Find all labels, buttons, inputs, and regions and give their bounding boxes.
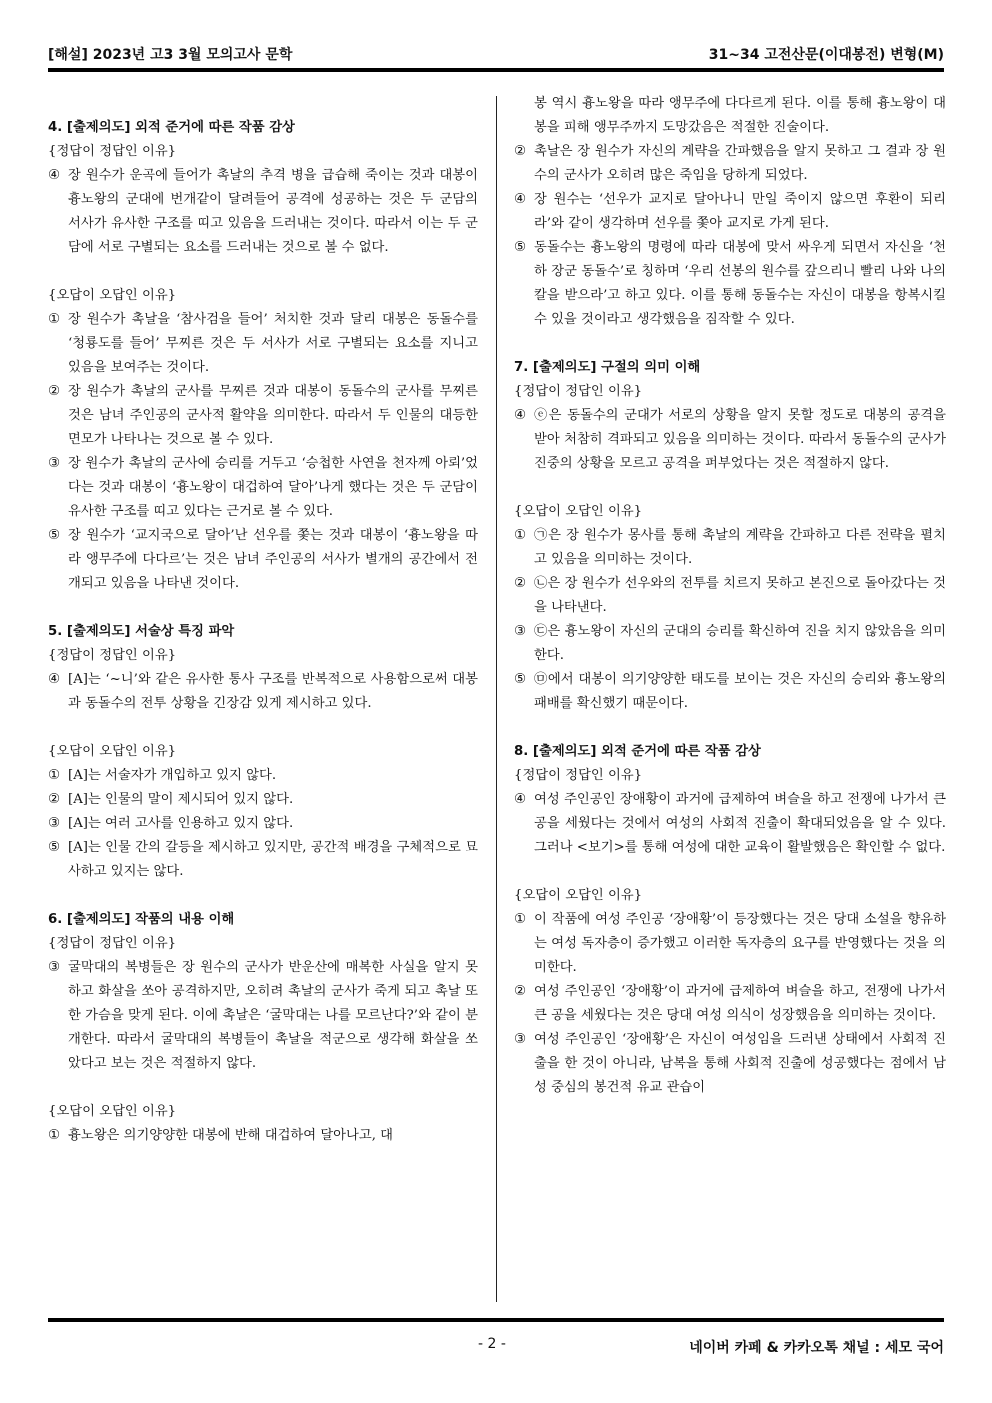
answer-item <box>48 164 478 260</box>
answer-item <box>514 788 946 860</box>
answer-item <box>514 1028 946 1100</box>
item-number <box>514 92 534 140</box>
item-text: 여성 주인공인 ‘장애황’이 과거에 급제하여 벼슬을 하고, 전쟁에 나가서 큰 공을 세웠다는 것은 당대 여성 의식이 성장했음을 의미하는 것이다. <box>534 984 946 1023</box>
page-number: - 2 - <box>478 1336 506 1352</box>
item-number: ③ <box>48 816 60 831</box>
item-text: 촉날은 장 원수가 자신의 계략을 간파했음을 알지 못하고 그 결과 장 원수의 군사가 오히려 많은 죽임을 당하게 되었다. <box>534 144 946 183</box>
item-number: ⑤ <box>48 840 60 855</box>
section-6-continued-list <box>514 92 946 332</box>
answer-item <box>514 908 946 980</box>
item-text: [A]는 서술자가 개입하고 있지 않다. <box>68 768 277 783</box>
item-number: ④ <box>48 672 60 687</box>
footer-channel: 네이버 카페 & 카카오톡 채널 : 세모 국어 <box>689 1340 944 1356</box>
section-7-title: 7. [출제의도] 구절의 의미 이해 <box>514 360 701 375</box>
section-6-wrong-label: {오답이 오답인 이유} <box>48 1104 177 1119</box>
section-8-correct-label: {정답이 정답인 이유} <box>514 768 643 783</box>
item-text: 장 원수가 촉날을 ‘참사검을 들어’ 처치한 것과 달리 대봉은 동돌수를 ‘청룡도를 들어’ 무찌른 것은 두 서사가 서로 구별되는 요소를 지니고 있음을 보여주는 것이다. <box>68 312 478 375</box>
section-5-wrong-label: {오답이 오답인 이유} <box>48 744 177 759</box>
section-4-correct-list <box>48 164 478 260</box>
section-5-correct-list <box>48 668 478 716</box>
section-6-correct-list <box>48 956 478 1076</box>
item-text: 봉 역시 흉노왕을 따라 앵무주에 다다르게 된다. 이를 통해 흉노왕이 대봉을 피해 앵무주까지 도망갔음은 적절한 진술이다. <box>534 96 946 135</box>
section-7-wrong-label: {오답이 오답인 이유} <box>514 504 643 519</box>
answer-item <box>514 524 946 572</box>
answer-item <box>514 668 946 716</box>
column-divider <box>496 96 497 1302</box>
item-text: 여성 주인공인 ‘장애황’은 자신이 여성임을 드러낸 상태에서 사회적 진출을 한 것이 아니라, 남복을 통해 사회적 진출에 성공했다는 점에서 남성 중심의 봉건적 유교 관습이 <box>534 1032 946 1095</box>
section-4-title: 4. [출제의도] 외적 준거에 따른 작품 감상 <box>48 120 295 135</box>
item-number: ④ <box>514 792 526 807</box>
item-text: 장 원수가 운곡에 들어가 촉날의 추격 병을 급습해 죽이는 것과 대봉이 흉노왕의 군대에 번개같이 달려들어 공격에 성공하는 것은 두 군담의 서사가 유사한 구조를 띠고 있음을 드러내는 것이다. 따라서 이는 두 군담에 서로 구별되는 요소를 드러내는 것으로 볼 수 없다. <box>68 168 478 255</box>
item-number: ① <box>48 1128 60 1143</box>
item-number: ⑤ <box>514 240 526 255</box>
item-text: [A]는 인물 간의 갈등을 제시하고 있지만, 공간적 배경을 구체적으로 묘사하고 있지는 않다. <box>68 840 478 879</box>
section-5-title: 5. [출제의도] 서술상 특징 파악 <box>48 624 235 639</box>
item-text: 장 원수가 ‘교지국으로 달아’난 선우를 쫓는 것과 대봉이 ‘흉노왕을 따라 앵무주에 다다르’는 것은 남녀 주인공의 서사가 별개의 공간에서 전개되고 있음을 나타낸 것이다. <box>68 528 478 591</box>
section-7-correct-label: {정답이 정답인 이유} <box>514 384 643 399</box>
item-number: ④ <box>514 192 526 207</box>
item-number: ② <box>514 984 526 999</box>
section-5-wrong-list <box>48 764 478 884</box>
answer-item <box>514 236 946 332</box>
answer-item <box>514 404 946 476</box>
answer-item <box>48 308 478 380</box>
section-8-correct-list <box>514 788 946 860</box>
answer-item <box>48 668 478 716</box>
answer-item <box>514 188 946 236</box>
answer-item <box>514 572 946 620</box>
answer-item <box>514 620 946 668</box>
item-number: ④ <box>514 408 526 423</box>
section-7-correct-list <box>514 404 946 476</box>
answer-item <box>48 524 478 596</box>
item-text: 장 원수가 촉날의 군사를 무찌른 것과 대봉이 동돌수의 군사를 무찌른 것은 남녀 주인공의 군사적 활약을 의미한다. 따라서 두 인물의 대등한 면모가 나타나는 것으로 볼 수 있다. <box>68 384 478 447</box>
item-number: ② <box>48 384 60 399</box>
header-title: [해설] 2023년 고3 3월 모의고사 문학 <box>48 47 293 63</box>
item-number: ① <box>514 912 526 927</box>
item-text: 장 원수가 촉날의 군사에 승리를 거두고 ‘승첩한 사연을 천자께 아뢰’었다는 것과 대봉이 ‘흉노왕이 대겁하여 달아’나게 했다는 것은 두 군담이 유사한 구조를 띠고 있다는 근거로 볼 수 있다. <box>68 456 478 519</box>
item-number: ④ <box>48 168 60 183</box>
item-number: ⑤ <box>514 672 526 687</box>
header-section: 31~34 고전산문(이대봉전) 변형(M) <box>708 47 944 63</box>
section-7-wrong-list <box>514 524 946 716</box>
item-text: ⓔ은 동돌수의 군대가 서로의 상황을 알지 못할 정도로 대봉의 공격을 받아 처참히 격파되고 있음을 의미하는 것이다. 따라서 동돌수의 군사가 진중의 상황을 모르고 공격을 퍼부었다는 것은 적절하지 않다. <box>534 408 946 471</box>
item-number: ③ <box>514 1032 526 1047</box>
answer-item <box>48 956 478 1076</box>
item-text: [A]는 ‘~니’와 같은 유사한 통사 구조를 반복적으로 사용함으로써 대봉과 동돌수의 전투 상황을 긴장감 있게 제시하고 있다. <box>68 672 478 711</box>
answer-item <box>514 980 946 1028</box>
section-6-wrong-list <box>48 1124 478 1148</box>
header-rule <box>48 68 944 72</box>
section-4-wrong-list <box>48 308 478 596</box>
item-number: ③ <box>514 624 526 639</box>
section-4-correct-label: {정답이 정답인 이유} <box>48 144 177 159</box>
item-text: 굴막대의 복병들은 장 원수의 군사가 반운산에 매복한 사실을 알지 못하고 화살을 쏘아 공격하지만, 오히려 촉날의 군사가 죽게 되고 촉날 또한 가슴을 맞게 된다. 이에 촉날은 ‘굴막대는 나를 모르난다?’와 같이 분개한다. 따라서 굴막대의 복병들이 촉날을 적군으로 생각해 화살을 쏘았다고 보는 것은 적절하지 않다. <box>68 960 478 1071</box>
item-number: ② <box>48 792 60 807</box>
section-6-correct-label: {정답이 정답인 이유} <box>48 936 177 951</box>
right-column <box>514 92 946 1100</box>
item-text: 장 원수는 ‘선우가 교지로 달아나니 만일 죽이지 않으면 후환이 되리라’와 같이 생각하며 선우를 쫓아 교지로 가게 된다. <box>534 192 946 231</box>
item-text: ㉠은 장 원수가 몽사를 통해 촉날의 계략을 간파하고 다른 전략을 펼치고 있음을 의미하는 것이다. <box>534 528 946 567</box>
item-number: ⑤ <box>48 528 60 543</box>
item-text: ㉢은 흉노왕이 자신의 군대의 승리를 확신하여 진을 치지 않았음을 의미한다. <box>534 624 946 663</box>
item-text: [A]는 인물의 말이 제시되어 있지 않다. <box>68 792 294 807</box>
footer-rule <box>48 1318 944 1322</box>
item-text: 동돌수는 흉노왕의 명령에 따라 대봉에 맞서 싸우게 되면서 자신을 ‘천하 장군 동돌수’로 칭하며 ‘우리 선봉의 원수를 갚으리니 빨리 나와 나의 칼을 받으라’고 하고 있다. 이를 통해 동돌수는 자신이 대봉을 항복시킬 수 있을 것이라고 생각했음을 짐작할 수 있다. <box>534 240 946 327</box>
item-number: ① <box>48 768 60 783</box>
answer-item <box>48 764 478 788</box>
section-8-wrong-label: {오답이 오답인 이유} <box>514 888 643 903</box>
item-number: ③ <box>48 960 60 975</box>
section-6-title: 6. [출제의도] 작품의 내용 이해 <box>48 912 235 927</box>
section-8-title: 8. [출제의도] 외적 준거에 따른 작품 감상 <box>514 744 761 759</box>
item-text: ㉤에서 대봉이 의기양양한 태도를 보이는 것은 자신의 승리와 흉노왕의 패배를 확신했기 때문이다. <box>534 672 946 711</box>
item-text: [A]는 여러 고사를 인용하고 있지 않다. <box>68 816 294 831</box>
answer-item <box>48 788 478 812</box>
item-number: ① <box>48 312 60 327</box>
section-8-wrong-list <box>514 908 946 1100</box>
item-text: 여성 주인공인 장애황이 과거에 급제하여 벼슬을 하고 전쟁에 나가서 큰 공을 세웠다는 것에서 여성의 사회적 진출이 확대되었음을 알 수 있다. 그러나 <보기>를 통해 여성에 대한 교육이 활발했음은 확인할 수 없다. <box>534 792 946 855</box>
item-number: ② <box>514 144 526 159</box>
left-column <box>48 92 478 1148</box>
answer-item <box>48 836 478 884</box>
item-text: 이 작품에 여성 주인공 ‘장애황’이 등장했다는 것은 당대 소설을 향유하는 여성 독자층이 증가했고 이러한 독자층의 요구를 반영했다는 것을 의미한다. <box>534 912 946 975</box>
answer-item <box>514 140 946 188</box>
answer-item <box>514 92 946 140</box>
item-number: ① <box>514 528 526 543</box>
item-text: ㉡은 장 원수가 선우와의 전투를 치르지 못하고 본진으로 돌아갔다는 것을 나타낸다. <box>534 576 946 615</box>
section-4-wrong-label: {오답이 오답인 이유} <box>48 288 177 303</box>
answer-item <box>48 452 478 524</box>
item-number: ② <box>514 576 526 591</box>
item-text: 흉노왕은 의기양양한 대봉에 반해 대겁하여 달아나고, 대 <box>68 1128 394 1143</box>
answer-item <box>48 380 478 452</box>
answer-item <box>48 1124 478 1148</box>
item-number: ③ <box>48 456 60 471</box>
page-header <box>48 38 944 64</box>
section-5-correct-label: {정답이 정답인 이유} <box>48 648 177 663</box>
answer-item <box>48 812 478 836</box>
